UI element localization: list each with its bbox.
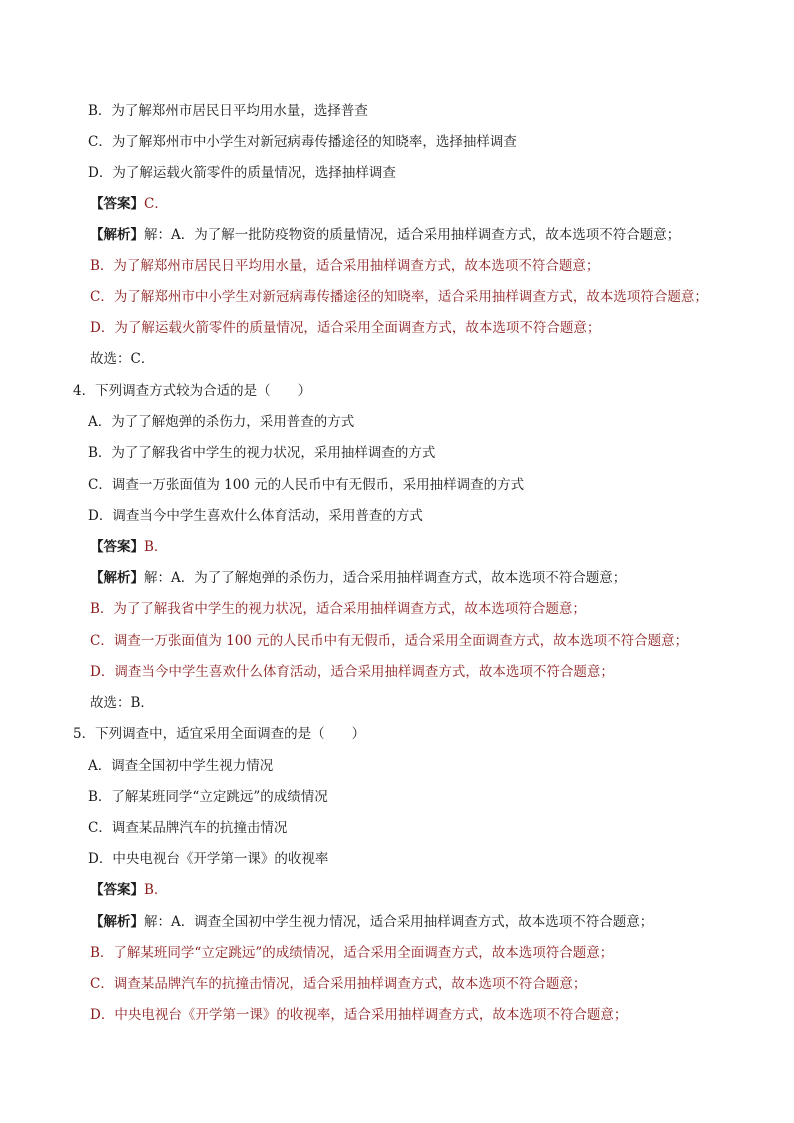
q4-answer — [90, 537, 167, 557]
q4-analysis-b: B．为了了解我省中学生的视力状况，适合采用抽样调查方式，故本选项符合题意； — [90, 601, 586, 617]
answer-label: 【答案】 — [90, 882, 144, 898]
q5-option-c: C．调查某品牌汽车的抗撞击情况 — [88, 820, 288, 836]
q5-option-a: A．调查全国初中学生视力情况 — [88, 758, 274, 774]
q4-analysis-d: D．调查当今中学生喜欢什么体育活动，适合采用抽样调查方式，故本选项不符合题意； — [90, 664, 614, 680]
q4-analysis-c: C．调查一万张面值为 100 元的人民币中有无假币，适合采用全面调查方式，故本选项不符合题意； — [90, 633, 689, 649]
q5-analysis-c: C．调查某品牌汽车的抗撞击情况，适合采用抽样调查方式，故本选项不符合题意； — [90, 976, 587, 992]
q3-analysis-d: D．为了解运载火箭零件的质量情况，适合采用全面调查方式，故本选项不符合题意； — [90, 320, 601, 336]
analysis-label: 【解析】 — [90, 914, 144, 930]
q3-conclusion: 故选：C． — [90, 351, 155, 367]
answer-value: B． — [144, 539, 168, 555]
q5-analysis-first — [90, 912, 653, 932]
answer-label: 【答案】 — [90, 196, 144, 212]
q4-stem: 4．下列调查方式较为合适的是（ ） — [73, 383, 312, 399]
q4-option-b: B．为了了解我省中学生的视力状况，采用抽样调查的方式 — [88, 445, 436, 461]
q3-answer — [90, 194, 168, 214]
q3-analysis-c: C．为了解郑州市中小学生对新冠病毒传播途径的知晓率，适合采用抽样调查方式，故本选项符合题意； — [90, 289, 708, 305]
q4-conclusion: 故选：B． — [90, 695, 154, 711]
q3-option-d: D．为了解运载火箭零件的质量情况，选择抽样调查 — [88, 165, 396, 181]
q5-stem: 5．下列调查中，适宜采用全面调查的是（ ） — [73, 726, 366, 742]
q5-analysis-b: B．了解某班同学“立定跳远”的成绩情况，适合采用全面调查方式，故本选项符合题意； — [90, 945, 614, 961]
analysis-label: 【解析】 — [90, 227, 144, 243]
q4-option-c: C．调查一万张面值为 100 元的人民币中有无假币，采用抽样调查的方式 — [88, 477, 525, 493]
q4-option-d: D．调查当今中学生喜欢什么体育活动，采用普查的方式 — [88, 508, 423, 524]
q3-analysis-first — [90, 225, 680, 245]
q3-option-b: B．为了解郑州市居民日平均用水量，选择普查 — [88, 103, 368, 119]
answer-value: C． — [144, 196, 168, 212]
analysis-text: 解：A．为了了解炮弹的杀伤力，适合采用抽样调查方式，故本选项不符合题意； — [144, 570, 627, 586]
q5-option-b: B．了解某班同学“立定跳远”的成绩情况 — [88, 789, 328, 805]
q4-option-a: A．为了了解炮弹的杀伤力，采用普查的方式 — [88, 414, 355, 430]
q5-option-d: D．中央电视台《开学第一课》的收视率 — [88, 851, 329, 867]
analysis-text: 解：A．调查全国初中学生视力情况，适合采用抽样调查方式，故本选项不符合题意； — [144, 914, 654, 930]
q4-analysis-first — [90, 568, 626, 588]
answer-value: B． — [144, 882, 168, 898]
analysis-text: 解：A．为了解一批防疫物资的质量情况，适合采用抽样调查方式，故本选项不符合题意； — [144, 227, 681, 243]
answer-label: 【答案】 — [90, 539, 144, 555]
q3-analysis-b: B．为了解郑州市居民日平均用水量，适合采用抽样调查方式，故本选项不符合题意； — [90, 258, 600, 274]
q5-answer — [90, 880, 167, 900]
q5-analysis-d: D．中央电视台《开学第一课》的收视率，适合采用抽样调查方式，故本选项不符合题意； — [90, 1007, 628, 1023]
analysis-label: 【解析】 — [90, 570, 144, 586]
q3-option-c: C．为了解郑州市中小学生对新冠病毒传播途径的知晓率，选择抽样调查 — [88, 134, 517, 150]
